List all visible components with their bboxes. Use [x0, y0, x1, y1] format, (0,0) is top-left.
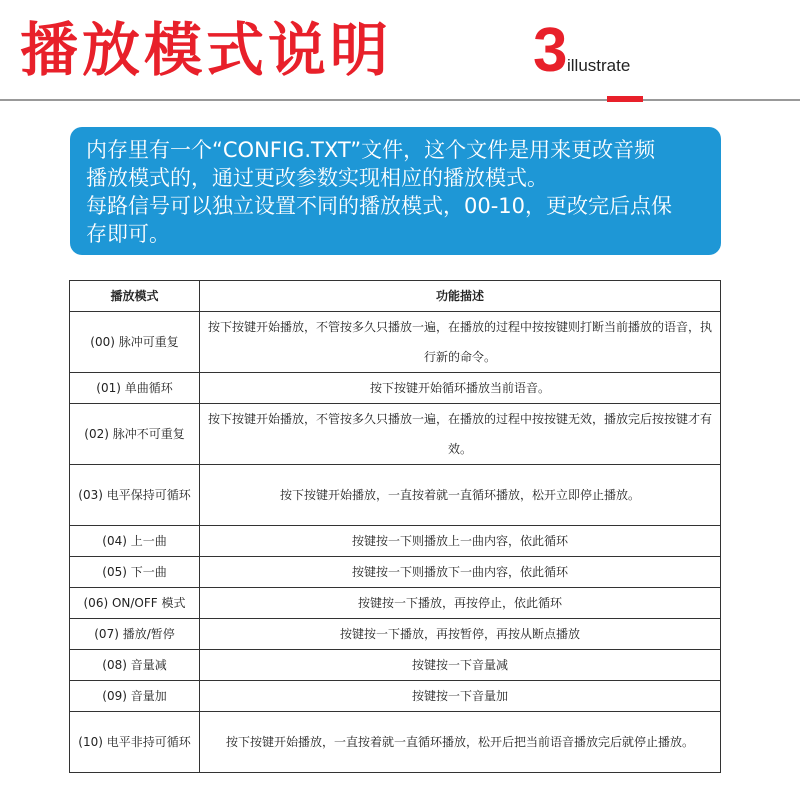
table-header-row [70, 281, 721, 312]
desc-cell: 按键按一下播放，再按暂停，再按从断点播放 [200, 619, 721, 650]
info-line: 内存里有一个“CONFIG.TXT”文件，这个文件是用来更改音频 [86, 138, 656, 162]
mode-cell: (03) 电平保持可循环 [70, 465, 200, 526]
mode-cell: (07) 播放/暂停 [70, 619, 200, 650]
table-row [70, 712, 721, 773]
header-divider [0, 99, 800, 101]
table-row [70, 557, 721, 588]
mode-cell: (05) 下一曲 [70, 557, 200, 588]
table-row [70, 373, 721, 404]
mode-cell: (00) 脉冲可重复 [70, 312, 200, 373]
desc-cell: 按下按键开始播放，一直按着就一直循环播放，松开后把当前语音播放完后就停止播放。 [200, 712, 721, 773]
table-row [70, 465, 721, 526]
table-row [70, 681, 721, 712]
desc-cell: 按键按一下音量加 [200, 681, 721, 712]
desc-cell: 按键按一下则播放下一曲内容，依此循环 [200, 557, 721, 588]
header-mode: 播放模式 [70, 281, 200, 312]
logo-text: illustrate [567, 56, 631, 75]
desc-cell: 按键按一下音量减 [200, 650, 721, 681]
desc-cell: 按下按键开始循环播放当前语音。 [200, 373, 721, 404]
info-line: 每路信号可以独立设置不同的播放模式，00-10，更改完后点保 [86, 194, 673, 218]
desc-cell: 按键按一下则播放上一曲内容，依此循环 [200, 526, 721, 557]
table-row [70, 650, 721, 681]
desc-cell: 按下按键开始播放，不管按多久只播放一遍，在播放的过程中按按键则打断当前播放的语音，执行新的命令。 [200, 312, 721, 373]
mode-cell: (02) 脉冲不可重复 [70, 404, 200, 465]
info-line: 存即可。 [86, 222, 170, 246]
table-row [70, 588, 721, 619]
mode-cell: (10) 电平非持可循环 [70, 712, 200, 773]
mode-cell: (04) 上一曲 [70, 526, 200, 557]
table-row [70, 312, 721, 373]
table-row [70, 619, 721, 650]
table-row [70, 404, 721, 465]
header-desc: 功能描述 [200, 281, 721, 312]
mode-cell: (06) ON/OFF 模式 [70, 588, 200, 619]
page-title: 播放模式说明 [20, 16, 393, 84]
mode-table [69, 280, 721, 773]
mode-cell: (09) 音量加 [70, 681, 200, 712]
header-accent-bar [607, 96, 643, 102]
desc-cell: 按下按键开始播放，不管按多久只播放一遍，在播放的过程中按按键无效，播放完后按按键才有效。 [200, 404, 721, 465]
mode-cell: (01) 单曲循环 [70, 373, 200, 404]
desc-cell: 按下按键开始播放，一直按着就一直循环播放，松开立即停止播放。 [200, 465, 721, 526]
desc-cell: 按键按一下播放，再按停止，依此循环 [200, 588, 721, 619]
info-box [70, 127, 721, 255]
mode-cell: (08) 音量减 [70, 650, 200, 681]
table-row [70, 526, 721, 557]
logo-number: 3 [533, 16, 568, 85]
info-line: 播放模式的，通过更改参数实现相应的播放模式。 [86, 166, 548, 190]
